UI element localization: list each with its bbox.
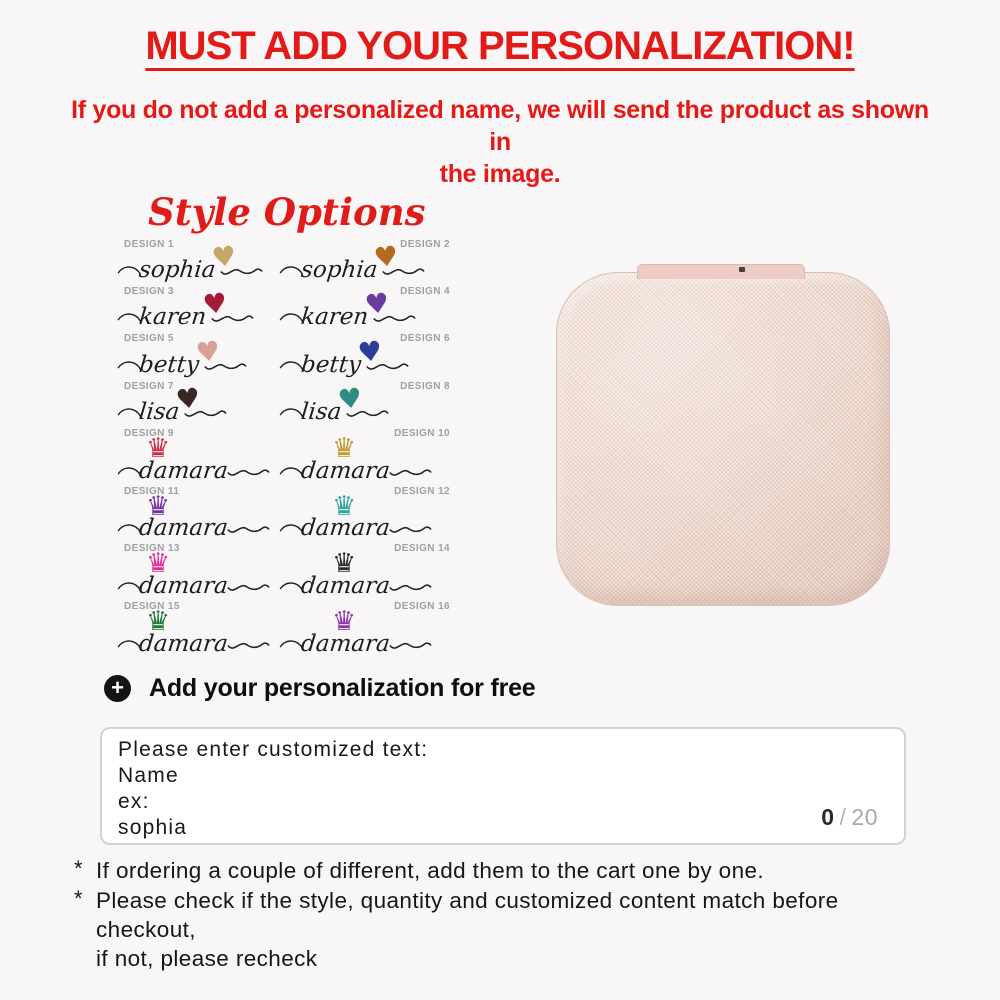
design-option-13 xyxy=(116,542,274,600)
design-name: betty xyxy=(299,352,363,378)
subtitle-line: If you do not add a personalized name, we will send the product as shown in xyxy=(71,96,929,156)
note-1 xyxy=(74,856,934,885)
note-line: If ordering a couple of different, add them to the cart one by one. xyxy=(96,858,765,883)
design-option-3 xyxy=(116,285,274,332)
note-line: if not, please recheck xyxy=(96,946,318,971)
design-name: karen xyxy=(299,304,370,330)
script-swash xyxy=(226,463,270,481)
design-option-11 xyxy=(116,485,274,542)
design-label-5: DESIGN 5 xyxy=(124,333,174,344)
script-name-wrap xyxy=(116,517,270,542)
char-counter xyxy=(821,804,878,831)
design-option-12 xyxy=(274,485,452,542)
note-bullet: * xyxy=(74,886,83,911)
notes xyxy=(74,856,934,974)
crown-icon: ♛ xyxy=(332,433,357,464)
design-name: damara xyxy=(137,515,230,541)
script-swash xyxy=(388,520,432,538)
design-name: lisa xyxy=(137,399,181,425)
design-name: damara xyxy=(137,573,230,599)
design-name: damara xyxy=(299,458,392,484)
plus-circle-icon: + xyxy=(104,675,131,702)
product-image xyxy=(556,272,890,606)
design-name: sophia xyxy=(137,257,217,283)
script-name-wrap xyxy=(278,287,416,331)
subtitle xyxy=(60,94,940,190)
design-name: sophia xyxy=(299,257,379,283)
script-swash xyxy=(388,463,432,481)
heart-icon: ♥ xyxy=(356,335,384,370)
design-name: damara xyxy=(137,631,230,657)
design-label-16: DESIGN 16 xyxy=(394,601,450,612)
crown-icon: ♛ xyxy=(146,548,171,579)
heart-icon: ♥ xyxy=(363,287,392,322)
script-swash xyxy=(388,636,432,654)
subtitle-line: the image. xyxy=(439,160,561,188)
note-2 xyxy=(74,886,934,973)
script-name-wrap xyxy=(278,335,409,379)
add-personalization-button[interactable] xyxy=(104,674,536,703)
heart-icon: ♥ xyxy=(201,287,230,322)
char-count-separator: / xyxy=(839,804,847,830)
crown-icon: ♛ xyxy=(332,491,357,522)
design-option-6 xyxy=(274,332,452,380)
design-label-14: DESIGN 14 xyxy=(394,543,450,554)
customization-textbox[interactable] xyxy=(100,727,906,845)
script-swash xyxy=(226,520,270,538)
design-option-14 xyxy=(274,542,452,600)
design-option-5 xyxy=(116,332,274,380)
crown-icon: ♛ xyxy=(332,606,357,637)
design-option-1 xyxy=(116,238,274,285)
script-name-wrap xyxy=(116,575,270,600)
design-name: betty xyxy=(137,352,201,378)
design-label-9: DESIGN 9 xyxy=(124,428,174,439)
style-options-heading: Style Options xyxy=(148,190,426,234)
note-bullet: * xyxy=(74,856,83,881)
design-option-10 xyxy=(274,427,452,485)
input-line: sophia xyxy=(118,816,188,839)
design-option-8 xyxy=(274,380,452,427)
script-swash xyxy=(226,636,270,654)
note-text xyxy=(96,856,764,885)
script-swash xyxy=(388,578,432,596)
char-count-limit: 20 xyxy=(851,804,878,830)
design-name: damara xyxy=(299,631,392,657)
design-label-15: DESIGN 15 xyxy=(124,601,180,612)
design-label-6: DESIGN 6 xyxy=(400,333,450,344)
design-name: lisa xyxy=(299,399,343,425)
design-name: damara xyxy=(299,573,392,599)
char-count-value: 0 xyxy=(821,804,835,830)
design-option-16 xyxy=(274,600,452,658)
note-line: Please check if the style, quantity and customized content match before checkout, xyxy=(96,888,839,942)
design-label-10: DESIGN 10 xyxy=(394,428,450,439)
design-name: karen xyxy=(137,304,208,330)
designs-grid xyxy=(116,238,452,658)
heart-icon: ♥ xyxy=(174,382,203,417)
design-label-2: DESIGN 2 xyxy=(400,239,450,250)
design-name: damara xyxy=(299,515,392,541)
design-label-7: DESIGN 7 xyxy=(124,381,174,392)
design-label-12: DESIGN 12 xyxy=(394,486,450,497)
design-option-9 xyxy=(116,427,274,485)
script-name-wrap xyxy=(116,460,270,485)
design-label-4: DESIGN 4 xyxy=(400,286,450,297)
design-name: damara xyxy=(137,458,230,484)
design-label-3: DESIGN 3 xyxy=(124,286,174,297)
crown-icon: ♛ xyxy=(146,606,171,637)
add-personalization-label: Add your personalization for free xyxy=(149,674,536,702)
design-option-7 xyxy=(116,380,274,427)
crown-icon: ♛ xyxy=(146,433,171,464)
design-label-1: DESIGN 1 xyxy=(124,239,174,250)
design-option-15 xyxy=(116,600,274,658)
heart-icon: ♥ xyxy=(210,240,239,275)
heart-icon: ♥ xyxy=(336,382,365,417)
heart-icon: ♥ xyxy=(372,240,401,275)
note-text xyxy=(96,886,934,973)
design-option-4 xyxy=(274,285,452,332)
crown-icon: ♛ xyxy=(332,548,357,579)
input-line: Name xyxy=(118,764,179,787)
design-label-8: DESIGN 8 xyxy=(400,381,450,392)
design-option-2 xyxy=(274,238,452,285)
script-name-wrap xyxy=(116,633,270,658)
script-name-wrap xyxy=(278,240,425,284)
script-name-wrap xyxy=(278,382,389,426)
design-label-13: DESIGN 13 xyxy=(124,543,180,554)
script-swash xyxy=(226,578,270,596)
design-label-11: DESIGN 11 xyxy=(124,486,180,497)
input-line: Please enter customized text: xyxy=(118,738,429,761)
page-title: MUST ADD YOUR PERSONALIZATION! xyxy=(145,24,855,68)
input-line: ex: xyxy=(118,790,150,813)
heart-icon: ♥ xyxy=(194,335,222,370)
crown-icon: ♛ xyxy=(146,491,171,522)
